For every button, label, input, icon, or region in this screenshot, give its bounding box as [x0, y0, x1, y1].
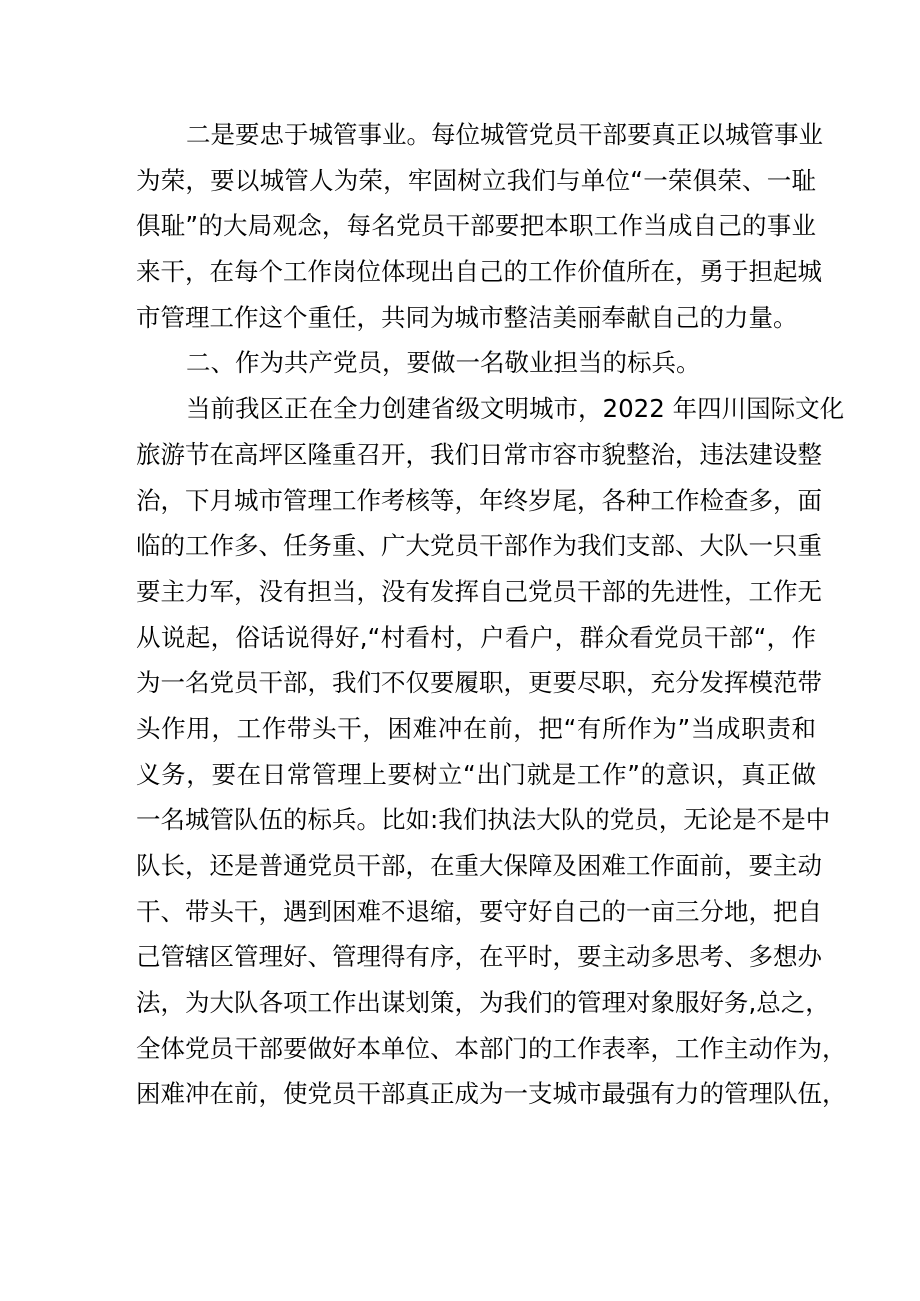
text-line: 队长，还是普通党员干部，在重大保障及困难工作面前，要主动: [136, 851, 822, 880]
text-line: 干、带头干，遇到困难不退缩，要守好自己的一亩三分地，把自: [136, 896, 822, 926]
paragraph-loyalty: [136, 112, 823, 340]
document-page: [136, 112, 847, 1117]
text-line: 义务，要在日常管理上要树立“出门就是工作”的意识，真正做: [136, 759, 816, 789]
text-line: 为一名党员干部，我们不仅要履职，更要尽职，充分发挥模范带: [136, 668, 822, 698]
text-line: 要主力军，没有担当，没有发挥自己党员干部的先进性，工作无: [136, 576, 822, 606]
text-line: 临的工作多、任务重、广大党员干部作为我们支部、大队一只重: [136, 531, 822, 561]
section-heading: [136, 340, 816, 386]
text-line: 俱耻”的大局观念，每名党员干部要把本职工作当成自己的事业: [136, 211, 816, 241]
paragraph-role-model: [136, 386, 847, 1117]
text-line: 旅游节在高坪区隆重召开，我们日常市容市貌整治，违法建设整: [136, 439, 822, 469]
text-line: 困难冲在前，使党员干部真正成为一支城市最强有力的管理队伍，: [136, 1079, 847, 1109]
text-line: 从说起，俗话说得好,“村看村，户看户，群众看党员干部“，作: [136, 622, 816, 652]
text-line: 全体党员干部要做好本单位、本部门的工作表率，工作主动作为，: [136, 1033, 847, 1063]
text-line: 为荣，要以城管人为荣，牢固树立我们与单位“一荣俱荣、一耻: [136, 165, 816, 195]
text-line: 头作用，工作带头干，困难冲在前，把“有所作为”当成职责和: [136, 713, 816, 743]
text-line: 治，下月城市管理工作考核等，年终岁尾，各种工作检查多，面: [136, 485, 822, 515]
text-line: 来干，在每个工作岗位体现出自己的工作价值所在，勇于担起城: [136, 257, 822, 287]
heading-line: 二、作为共产党员，要做一名敬业担当的标兵。: [186, 348, 701, 378]
text-line: 二是要忠于城管事业。每位城管党员干部要真正以城管事业: [186, 120, 823, 149]
text-line: 一名城管队伍的标兵。比如:我们执法大队的党员，无论是不是中: [136, 805, 831, 835]
text-line: 己管辖区管理好、管理得有序，在平时，要主动多思考、多想办: [136, 942, 822, 972]
text-line: 当前我区正在全力创建省级文明城市，2022 年四川国际文化: [186, 394, 845, 424]
text-line: 法，为大队各项工作出谋划策，为我们的管理对象服好务,总之，: [136, 988, 830, 1018]
text-line: 市管理工作这个重任，共同为城市整洁美丽奉献自己的力量。: [136, 302, 798, 332]
